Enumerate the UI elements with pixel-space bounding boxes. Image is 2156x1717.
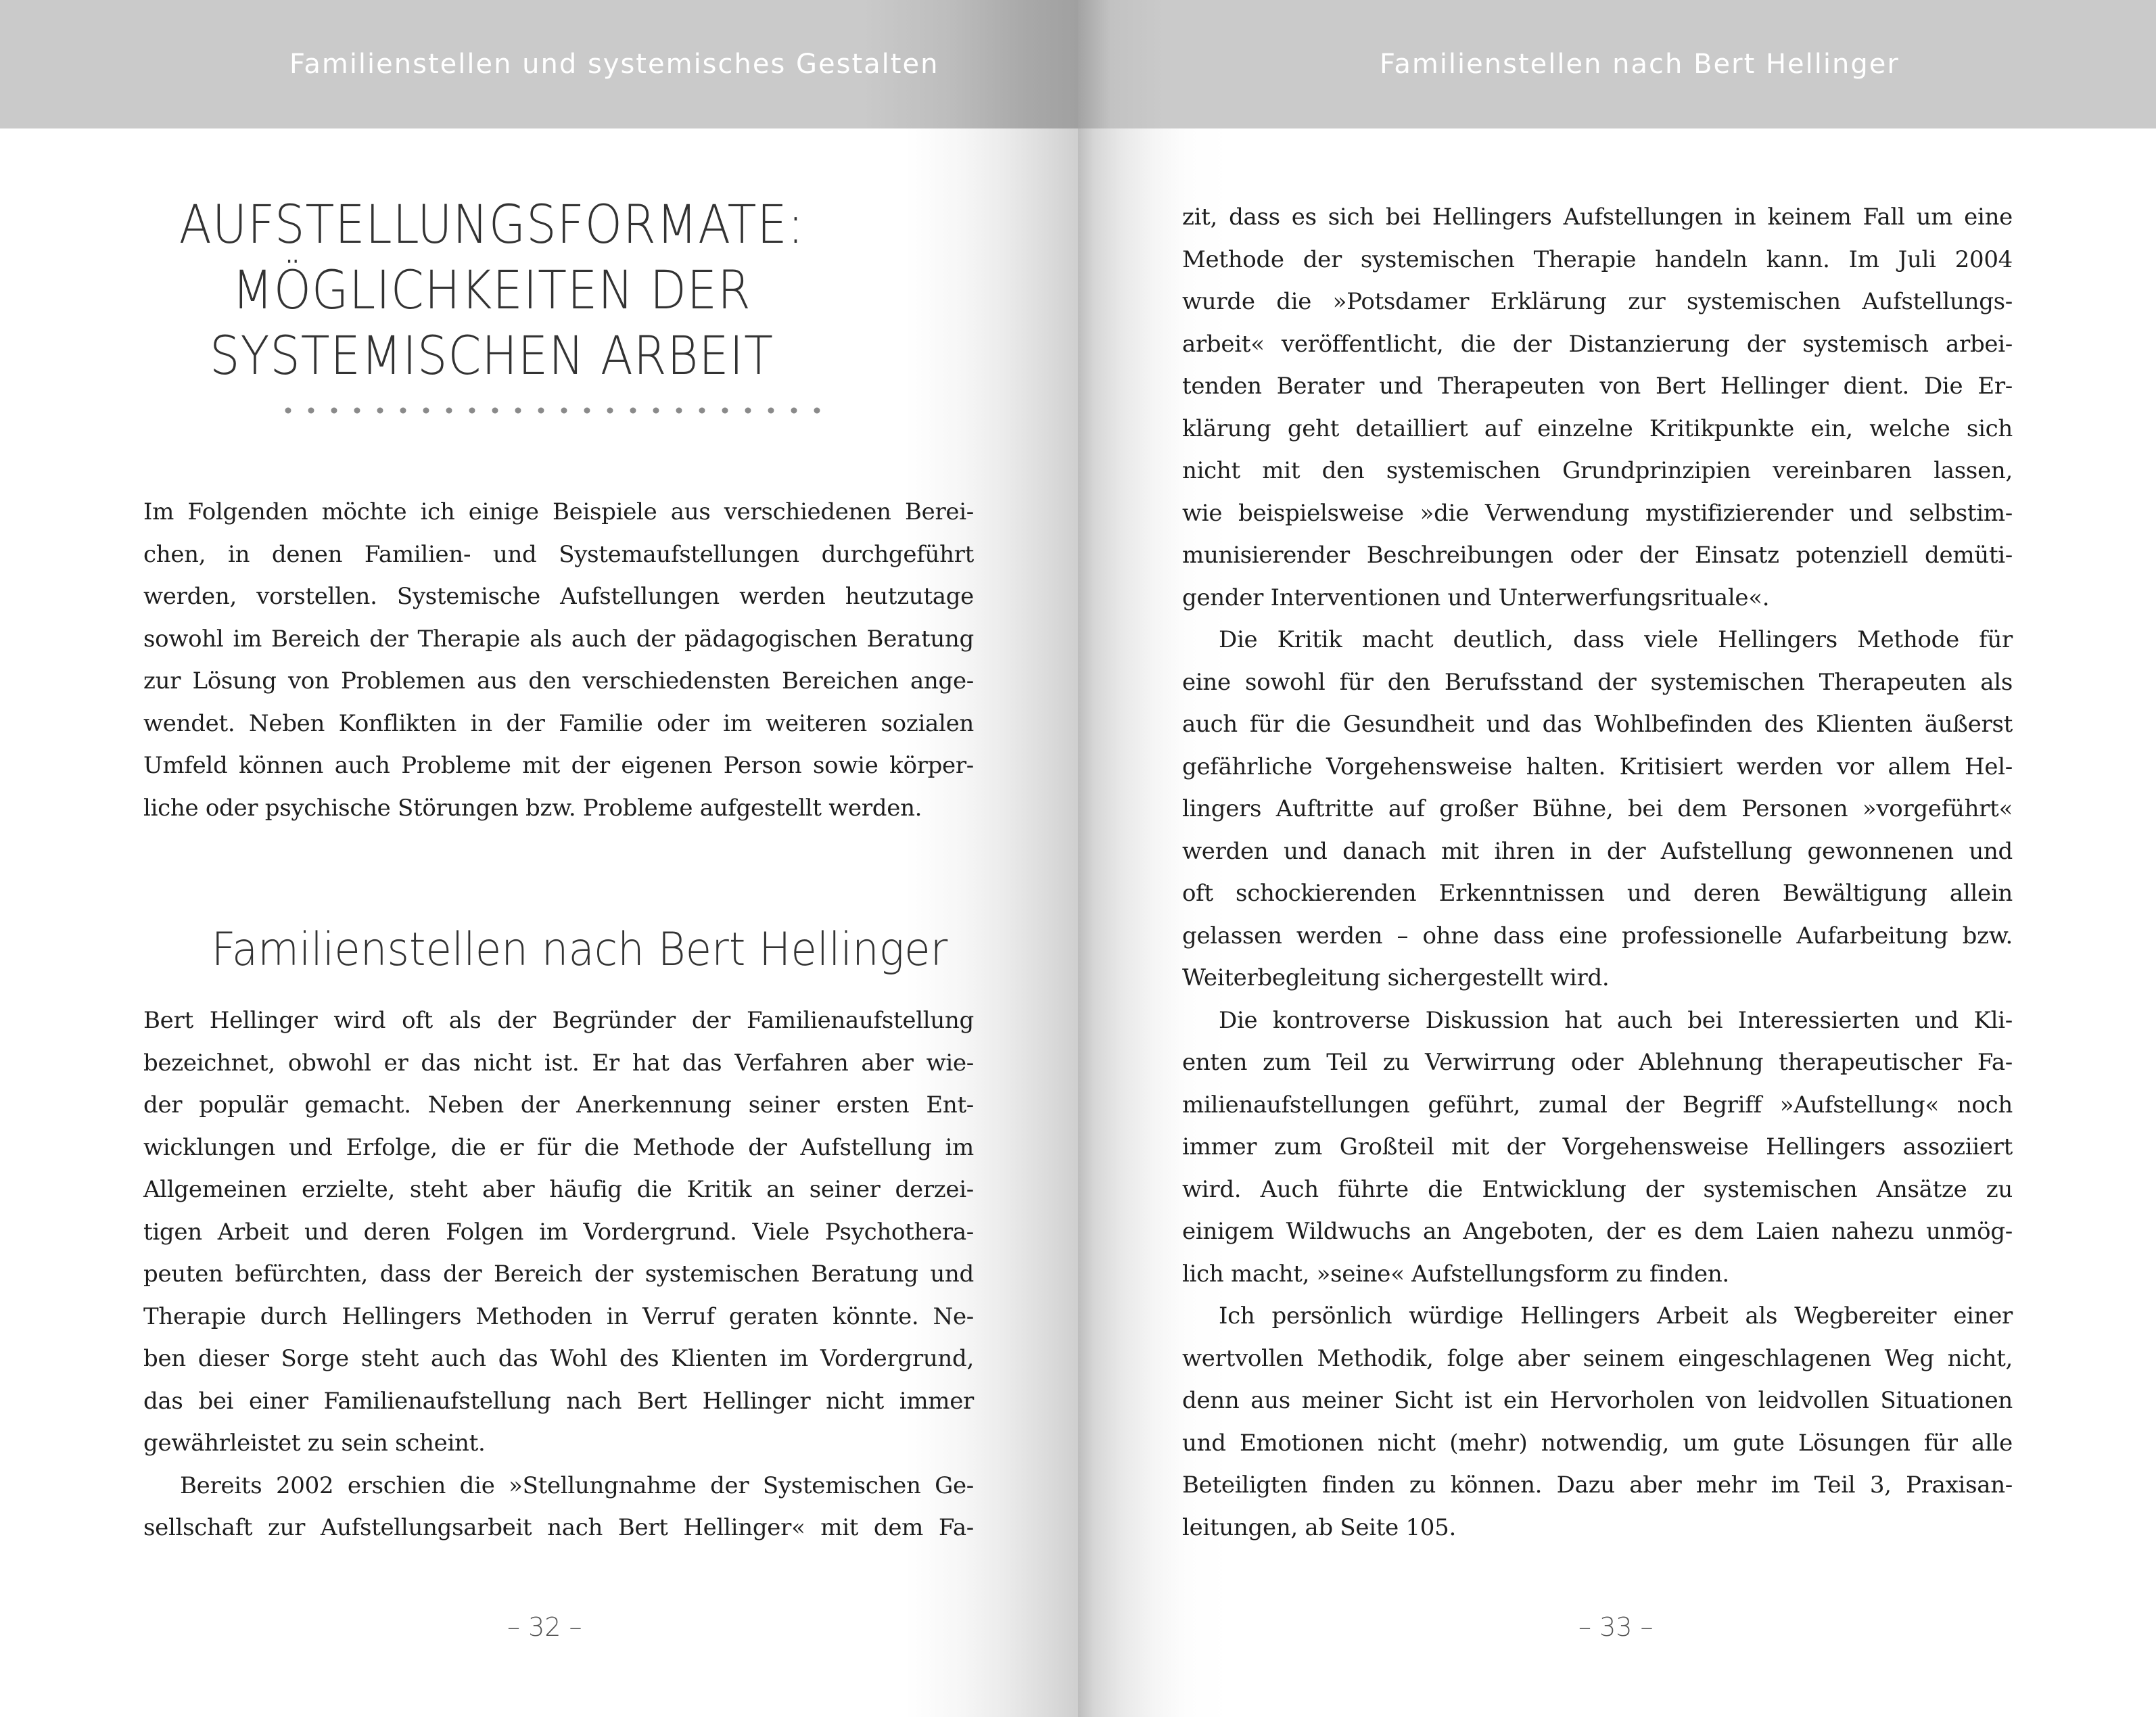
text-line: liche oder psychische Störungen bzw. Probleme aufgestellt werden. [143, 794, 922, 822]
text-line: Therapie durch Hellingers Methoden in Verruf geraten könnte. Ne- [143, 1302, 974, 1330]
text-line: tenden Berater und Therapeuten von Bert Hellinger dient. Die Er- [1182, 373, 2013, 400]
section-paragraphs [143, 999, 974, 1549]
right-running-head: Familienstellen nach Bert Hellinger [1380, 49, 1900, 80]
text-line: Die kontroverse Diskussion hat auch bei Interessierten und Kli- [1219, 1006, 2013, 1034]
left-page-header [0, 0, 1078, 128]
left-running-head: Familienstellen und systemisches Gestalten [289, 49, 939, 80]
text-line: nicht mit den systemischen Grundprinzipien vereinbaren lassen, [1182, 457, 2013, 484]
text-line: werden und danach mit ihren in der Aufstellung gewonnenen und [1182, 837, 2013, 865]
page-number: – 33 – [1578, 1612, 1654, 1642]
text-line: denn aus meiner Sicht ist ein Hervorholen von leidvollen Situationen [1182, 1387, 2013, 1414]
text-line: Die Kritik macht deutlich, dass viele Hellingers Methode für [1219, 626, 2013, 653]
section-title: Familienstellen nach Bert Hellinger [211, 923, 948, 977]
text-line: zit, dass es sich bei Hellingers Aufstellungen in keinem Fall um eine [1182, 204, 2013, 231]
text-line: zur Lösung von Problemen aus den verschiedensten Bereichen ange- [143, 667, 974, 695]
text-line: auch für die Gesundheit und das Wohlbefinden des Klienten äußerst [1182, 711, 2013, 738]
text-line: peuten befürchten, dass der Bereich der systemischen Beratung und [143, 1261, 974, 1288]
text-line: lich macht, »seine« Aufstellungsform zu finden. [1182, 1260, 1729, 1288]
text-line: leitungen, ab Seite 105. [1182, 1513, 1456, 1541]
right-body-text [1182, 196, 2013, 1549]
text-line: Ich persönlich würdige Hellingers Arbeit als Wegbereiter einer [1219, 1302, 2013, 1330]
text-line: immer zum Großteil mit der Vorgehensweise Hellingers assoziiert [1182, 1133, 2013, 1160]
dotted-divider [283, 406, 837, 415]
right-page [1078, 0, 2156, 1717]
chapter-title-line: MÖGLICHKEITEN DER [232, 260, 751, 321]
text-line: tigen Arbeit und deren Folgen im Vordergrund. Viele Psychothera- [143, 1218, 974, 1246]
right-page-header [1078, 0, 2156, 128]
text-line: ben dieser Sorge steht auch das Wohl des Klienten im Vordergrund, [143, 1345, 974, 1372]
chapter-title [179, 193, 805, 390]
text-line: das bei einer Familienaufstellung nach Bert Hellinger nicht immer [143, 1387, 974, 1415]
intro-paragraph [143, 491, 974, 829]
text-line: Beteiligten finden zu können. Dazu aber mehr im Teil 3, Praxisan- [1182, 1472, 2013, 1499]
text-line: Methode der systemischen Therapie handeln kann. Im Juli 2004 [1182, 245, 2013, 273]
chapter-title-line: SYSTEMISCHEN ARBEIT [210, 326, 774, 387]
text-line: Weiterbegleitung sichergestellt wird. [1182, 964, 1610, 991]
text-line: einigem Wildwuchs an Angeboten, der es dem Laien nahezu unmög- [1182, 1218, 2013, 1245]
text-line: wicklungen und Erfolge, die er für die Methode der Aufstellung im [143, 1133, 974, 1161]
text-line: enten zum Teil zu Verwirrung oder Ablehnung therapeutischer Fa- [1182, 1049, 2013, 1076]
text-line: gelassen werden – ohne dass eine professionelle Aufarbeitung bzw. [1182, 922, 2013, 949]
text-line: milienaufstellungen geführt, zumal der Begriff »Aufstellung« noch [1182, 1091, 2013, 1119]
text-line: und Emotionen nicht (mehr) notwendig, um gute Lösungen für alle [1182, 1429, 2013, 1457]
text-line: wendet. Neben Konflikten in der Familie oder im weiteren sozialen [143, 709, 974, 737]
text-line: arbeit« veröffentlicht, die der Distanzierung der systemisch arbei- [1182, 330, 2013, 358]
text-line: wie beispielsweise »die Verwendung mystifizierender und selbstim- [1182, 499, 2013, 527]
chapter-title-line: AUFSTELLUNGSFORMATE: [179, 195, 805, 256]
text-line: chen, in denen Familien- und Systemaufstellungen durchgeführt [143, 540, 974, 568]
text-line: eine sowohl für den Berufsstand der systemischen Therapeuten als [1182, 668, 2013, 696]
text-line: Bert Hellinger wird oft als der Begründer der Familienaufstellung [143, 1007, 974, 1034]
text-line: gewährleistet zu sein scheint. [143, 1430, 486, 1457]
text-line: Im Folgenden möchte ich einige Beispiele aus verschiedenen Berei- [143, 498, 974, 525]
text-line: Bereits 2002 erschien die »Stellungnahme der Systemischen Ge- [180, 1472, 974, 1499]
text-line: der populär gemacht. Neben der Anerkennung seiner ersten Ent- [143, 1091, 974, 1119]
page-number: – 32 – [507, 1612, 582, 1642]
text-line: sowohl im Bereich der Therapie als auch der pädagogischen Beratung [143, 625, 974, 653]
text-line: wird. Auch führte die Entwicklung der systemischen Ansätze zu [1182, 1175, 2013, 1203]
text-line: gefährliche Vorgehensweise halten. Kritisiert werden vor allem Hel- [1182, 753, 2013, 780]
text-line: munisierender Beschreibungen oder der Einsatz potenziell demüti- [1182, 542, 2013, 569]
text-line: lingers Auftritte auf großer Bühne, bei dem Personen »vorgeführt« [1182, 795, 2013, 822]
text-line: klärung geht detailliert auf einzelne Kritikpunkte ein, welche sich [1182, 415, 2013, 442]
text-line: werden, vorstellen. Systemische Aufstellungen werden heutzutage [143, 583, 974, 610]
text-line: Umfeld können auch Probleme mit der eigenen Person sowie körper- [143, 752, 974, 779]
text-line: gender Interventionen und Unterwerfungsrituale«. [1182, 584, 1770, 611]
text-line: sellschaft zur Aufstellungsarbeit nach Bert Hellinger« mit dem Fa- [143, 1514, 974, 1541]
text-line: Allgemeinen erzielte, steht aber häufig die Kritik an seiner derzei- [143, 1176, 974, 1203]
text-line: bezeichnet, obwohl er das nicht ist. Er hat das Verfahren aber wie- [143, 1049, 974, 1077]
text-line: oft schockierenden Erkenntnissen und deren Bewältigung allein [1182, 880, 2013, 907]
text-line: wertvollen Methodik, folge aber seinem eingeschlagenen Weg nicht, [1182, 1344, 2013, 1372]
text-line: wurde die »Potsdamer Erklärung zur systemischen Aufstellungs- [1182, 288, 2013, 315]
